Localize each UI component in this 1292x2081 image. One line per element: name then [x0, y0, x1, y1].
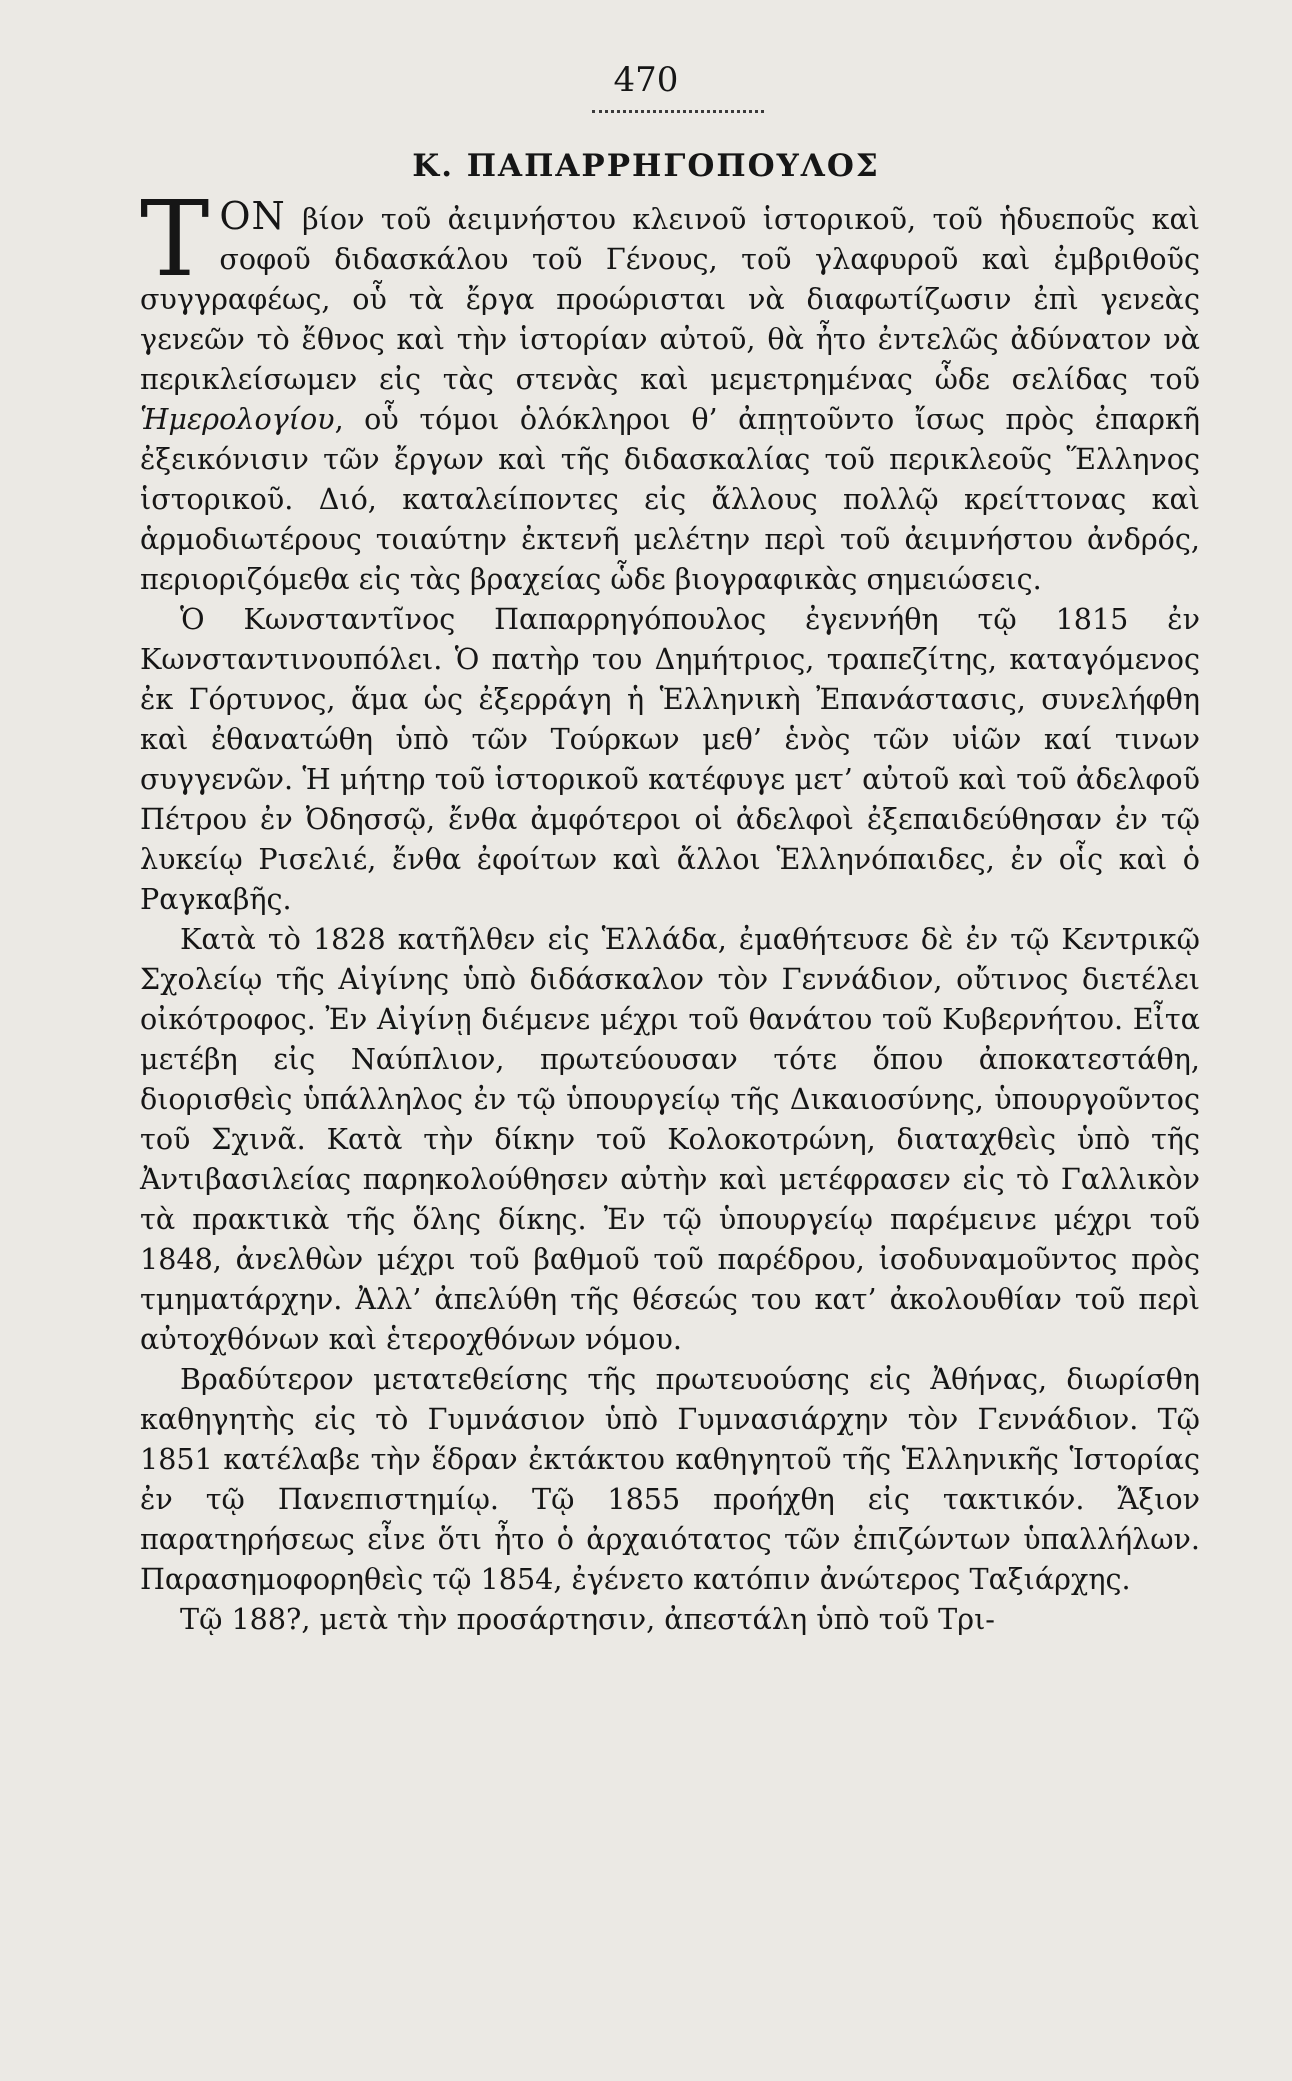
intro-paragraph: [140, 178, 1200, 599]
intro-text-after-title: , οὗ τόμοι ὁλόκληροι θ’ ἀπῃτοῦντο ἴσως πρὸς ἐπαρκῆ ἐξεικόνισιν τῶν ἔργων καὶ τῆς διδασκαλίας τοῦ περικλεοῦς Ἕλληνος ἱστορικοῦ. Διό, καταλείποντες εἰς ἄλλους πολλῷ κρείττονας καὶ ἁρμοδιωτέρους τοιαύτην ἐκτενῆ μελέτην περὶ τοῦ ἀειμνήστου ἀνδρός, περιοριζόμεθα εἰς τὰς βραχείας ὧδε βιογραφικὰς σημειώσεις.: [140, 402, 1200, 596]
intro-text-before-title: βίον τοῦ ἀειμνήστου κλεινοῦ ἱστορικοῦ, τοῦ ἡδυεποῦς καὶ σοφοῦ διδασκάλου τοῦ Γένους, τοῦ γλαφυροῦ καὶ ἐμβριθοῦς συγγραφέως, οὗ τὰ ἔργα προώρισται νὰ διαφωτίζωσιν ἐπὶ γενεὰς γενεῶν τὸ ἔθνος καὶ τὴν ἱστορίαν αὐτοῦ, θὰ ἦτο ἐντελῶς ἀδύνατον νὰ περικλείσωμεν εἰς τὰς στενὰς καὶ μεμετρημένας ὧδε σελίδας τοῦ: [140, 202, 1200, 396]
paragraph-education-career: Κατὰ τὸ 1828 κατῆλθεν εἰς Ἑλλάδα, ἐμαθήτευσε δὲ ἐν τῷ Κεντρικῷ Σχολείῳ τῆς Αἰγίνης ὑπὸ διδάσκαλον τὸν Γεννάδιον, οὔτινος διετέλει οἰκότροφος. Ἐν Αἰγίνῃ διέμενε μέχρι τοῦ θανάτου τοῦ Κυβερνήτου. Εἶτα μετέβη εἰς Ναύπλιον, πρωτεύουσαν τότε ὅπου ἀποκατεστάθη, διορισθεὶς ὑπάλληλος ἐν τῷ ὑπουργείῳ τῆς Δικαιοσύνης, ὑπουργοῦντος τοῦ Σχινᾶ. Κατὰ τὴν δίκην τοῦ Κολοκοτρώνη, διαταχθεὶς ὑπὸ τῆς Ἀντιβασιλείας παρηκολούθησεν αὐτὴν καὶ μετέφρασεν εἰς τὸ Γαλλικὸν τὰ πρακτικὰ τῆς ὅλης δίκης. Ἐν τῷ ὑπουργείῳ παρέμεινε μέχρι τοῦ 1848, ἀνελθὼν μέχρι τοῦ βαθμοῦ τοῦ παρέδρου, ἰσοδυναμοῦντος πρὸς τμηματάρχην. Ἀλλ’ ἀπελύθη τῆς θέσεώς του κατ’ ἀκολουθίαν τοῦ περὶ αὐτοχθόνων καὶ ἑτεροχθόνων νόμου.: [140, 922, 1200, 1356]
almanac-title: Ἡμερολογίου: [140, 402, 335, 436]
article-body: [140, 178, 1200, 1639]
paragraph-professorship: Βραδύτερον μετατεθείσης τῆς πρωτευούσης εἰς Ἀθήνας, διωρίσθη καθηγητὴς εἰς τὸ Γυμνάσιον ὑπὸ Γυμνασιάρχην τὸν Γεννάδιον. Τῷ 1851 κατέλαβε τὴν ἕδραν ἐκτάκτου καθηγητοῦ τῆς Ἑλληνικῆς Ἱστορίας ἐν τῷ Πανεπιστημίῳ. Τῷ 1855 προήχθη εἰς τακτικόν. Ἄξιον παρατηρήσεως εἶνε ὅτι ἦτο ὁ ἀρχαιότατος τῶν ἐπιζώντων ὑπαλλήλων. Παρασημοφορηθεὶς τῷ 1854, ἐγένετο κατόπιν ἀνώτερος Ταξιάρχης.: [140, 1362, 1200, 1596]
page-number: 470: [613, 60, 679, 100]
page-number-ornament: [592, 104, 764, 113]
running-header: Κ. ΠΑΠΑΡΡΗΓΟΠΟΥΛΟΣ: [412, 148, 880, 184]
drop-cap: Τ: [140, 178, 210, 300]
paragraph-annexation: Τῷ 188?, μετὰ τὴν προσάρτησιν, ἀπεστάλη ὑπὸ τοῦ Τρι-: [180, 1602, 995, 1636]
paragraph-birth: Ὁ Κωνσταντῖνος Παπαρρηγόπουλος ἐγεννήθη τῷ 1815 ἐν Κωνσταντινουπόλει. Ὁ πατὴρ του Δημήτριος, τραπεζίτης, καταγόμενος ἐκ Γόρτυνος, ἅμα ὡς ἐξερράγη ἡ Ἑλληνικὴ Ἐπανάστασις, συνελήφθη καὶ ἐθανατώθη ὑπὸ τῶν Τούρκων μεθ’ ἑνὸς τῶν υἱῶν καί τινων συγγενῶν. Ἡ μήτηρ τοῦ ἱστορικοῦ κατέφυγε μετ’ αὐτοῦ καὶ τοῦ ἀδελφοῦ Πέτρου ἐν Ὀδησσῷ, ἔνθα ἀμφότεροι οἱ ἀδελφοὶ ἐξεπαιδεύθησαν ἐν τῷ λυκείῳ Ρισελιέ, ἔνθα ἐφοίτων καὶ ἄλλοι Ἑλληνόπαιδες, ἐν οἷς καὶ ὁ Ραγκαβῆς.: [140, 602, 1200, 916]
intro-caps: ΟΝ: [219, 194, 286, 238]
